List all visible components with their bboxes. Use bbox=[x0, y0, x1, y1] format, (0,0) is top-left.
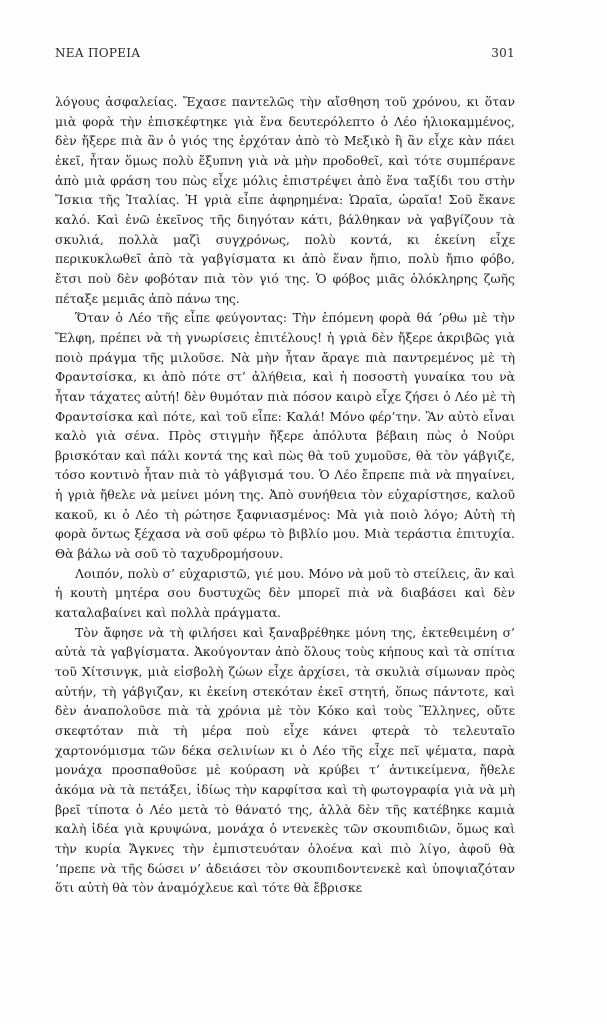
running-head bbox=[55, 46, 515, 66]
paragraph-4: Τὸν ἄφησε νὰ τὴ φιλήσει καὶ ξαναβρέθηκε μόνη της, ἐκτεθειμένη σ’ αὐτὰ τὰ γαβγίσματα. Ἀκούγονταν ἀπὸ ὅλους τοὺς κήπους καὶ τὰ σπίτια τοῦ Χίτσινγκ, μιὰ εἰσβολὴ ζώων εἶχε ἀρχίσει, τὰ σκυλιὰ σίμωναν πρὸς αὐτήν, τὴ γάβγιζαν, κι ἐκείνη στεκόταν ἐκεῖ στητή, ὅπως πάντοτε, καὶ δὲν ἀναπολοῦσε πιὰ τὰ χρόνια μὲ τὸν Κόκο καὶ τοὺς Ἕλληνες, οὔτε σκεφτόταν πιὰ τὴ μέρα ποὺ εἶχε κάνει φτερὰ τὸ τελευταῖο χαρτονόμισμα τῶν δέκα σελινίων κι ὁ Λέο τῆς εἶχε πεῖ ψέματα, παρὰ μονάχα προσπαθοῦσε μὲ κούραση νὰ κρύβει τ’ ἀντικείμενα, ἤθελε ἀκόμα νὰ τὰ πετάξει, ἰδίως τὴν καρφίτσα καὶ τὴ φωτογραφία γιὰ νὰ μὴ βρεῖ τίποτα ὁ Λέο μετὰ τὸ θάνατό της, ἀλλὰ δὲν τῆς κατέβηκε καμιὰ καλὴ ἰδέα γιὰ κρυψώνα, μονάχα ὁ ντενεκὲς τῶν σκουπιδιῶν, ὅμως καὶ τὴν κυρία Ἄγκνες τὴν ἐμπιστευόταν ὁλοένα καὶ πιὸ λίγο, ἀφοῦ θὰ ’πρεπε νὰ τῆς δώσει ν’ ἀδειάσει τὸν σκουπιδοντενεκὲ καὶ ὑποψιαζόταν ὅτι αὐτὴ θὰ τὸν ἀναμόχλευε καὶ τότε θὰ ἔβρισκε bbox=[55, 624, 515, 896]
paragraph-3: Λοιπόν, πολὺ σ’ εὐχαριστῶ, γιέ μου. Μόνο νὰ μοῦ τὸ στείλεις, ἂν καὶ ἡ κουτὴ μητέρα σου δυστυχῶς δὲν μπορεῖ πιὰ νὰ διαβάσει καὶ δὲν καταλαβαίνει καὶ πολλὰ πράγματα. bbox=[55, 565, 515, 621]
running-title: ΝΕΑ ΠΟΡΕΙΑ bbox=[55, 46, 141, 60]
page-number: 301 bbox=[491, 46, 515, 60]
paragraph-2: Ὅταν ὁ Λέο τῆς εἶπε φεύγοντας: Τὴν ἑπόμενη φορὰ θά ’ρθω μὲ τὴν Ἔλφη, πρέπει νὰ τὴ γνωρίσεις ἐπιτέλους! ἡ γριὰ δὲν ἤξερε ἀκριβῶς γιὰ ποιὸ πράγμα τῆς μιλοῦσε. Νὰ μὴν ἦταν ἄραγε πιὰ παντρεμένος μὲ τὴ Φραντσίσκα, κι ἀπὸ πότε στ’ ἀλήθεια, καὶ ἡ ποσοστὴ γυναίκα του νὰ ἦταν τάχατες αὐτή! δὲν θυμόταν πιὰ πόσον καιρὸ εἶχε ζήσει ὁ Λέο μὲ τὴ Φραντσίσκα καὶ πότε, καὶ τοῦ εἶπε: Καλά! Μόνο φέρ’την. Ἂν αὐτὸ εἶναι καλὸ γιὰ σένα. Πρὸς στιγμὴν ἤξερε ἀπόλυτα βέβαιη πὼς ὁ Νούρι βρισκόταν καὶ πάλι κοντά της καὶ πὼς θὰ τοῦ χυμοῦσε, θὰ τὸν γάβγιζε, τόσο κοντινὸ ἦταν πιὰ τὸ γάβγισμά του. Ὁ Λέο ἔπρεπε πιὰ νὰ πηγαίνει, ἡ γριὰ ἤθελε νὰ μείνει μόνη της. Ἀπὸ συνήθεια τὸν εὐχαρίστησε, καλοῦ κακοῦ, κι ὁ Λέο τὴ ρώτησε ξαφνιασμένος: Μὰ γιὰ ποιὸ λόγο; Αὐτὴ τὴ φορὰ ὄντως ξέχασα νὰ σοῦ φέρω τὸ βιβλίο μου. Μιὰ τεράστια ἐπιτυχία. Θὰ βάλω νὰ σοῦ τὸ ταχυδρομήσουν. bbox=[55, 310, 515, 562]
paragraph-1: λόγους ἀσφαλείας. Ἔχασε παντελῶς τὴν αἴσθηση τοῦ χρόνου, κι ὅταν μιὰ φορὰ τὴν ἐπισκέφτηκε γιὰ ἕνα δευτερόλεπτο ὁ Λέο ἡλιοκαμμένος, δὲν ἤξερε πιὰ ἂν ὁ γιός της ἐρχόταν ἀπὸ τὸ Μεξικὸ ἢ ἂν εἶχε κὰν πάει ἐκεῖ, ἦταν ὅμως πολὺ ἔξυπνη γιὰ νὰ μὴν προδοθεῖ, καὶ τότε συμπέρανε ἀπὸ μιὰ φράση του πὼς εἶχε μόλις ἐπιστρέψει ἀπὸ ἕνα ταξίδι του στὴν Ἴσκια τῆς Ἰταλίας. Ἡ γριὰ εἶπε ἀφηρημένα: Ὡραῖα, ὡραῖα! Σοῦ ἔκανε καλό. Καὶ ἐνῶ ἐκεῖνος τῆς διηγόταν κάτι, βάλθηκαν νὰ γαβγίζουν τὰ σκυλιά, πολλὰ μαζὶ συγχρόνως, πολὺ κοντά, κι ἐκείνη εἶχε περικυκλωθεῖ ἀπὸ τὰ γαβγίσματα κι ἀπὸ ἕναν ἤπιο, πολὺ ἤπιο φόβο, ἔτσι ποὺ δὲν φοβόταν πιὰ τὸν γιό της. Ὁ φόβος μιᾶς ὁλόκληρης ζωῆς πέταξε μεμιᾶς ἀπὸ πάνω της. bbox=[55, 94, 515, 306]
body-text bbox=[55, 92, 515, 898]
